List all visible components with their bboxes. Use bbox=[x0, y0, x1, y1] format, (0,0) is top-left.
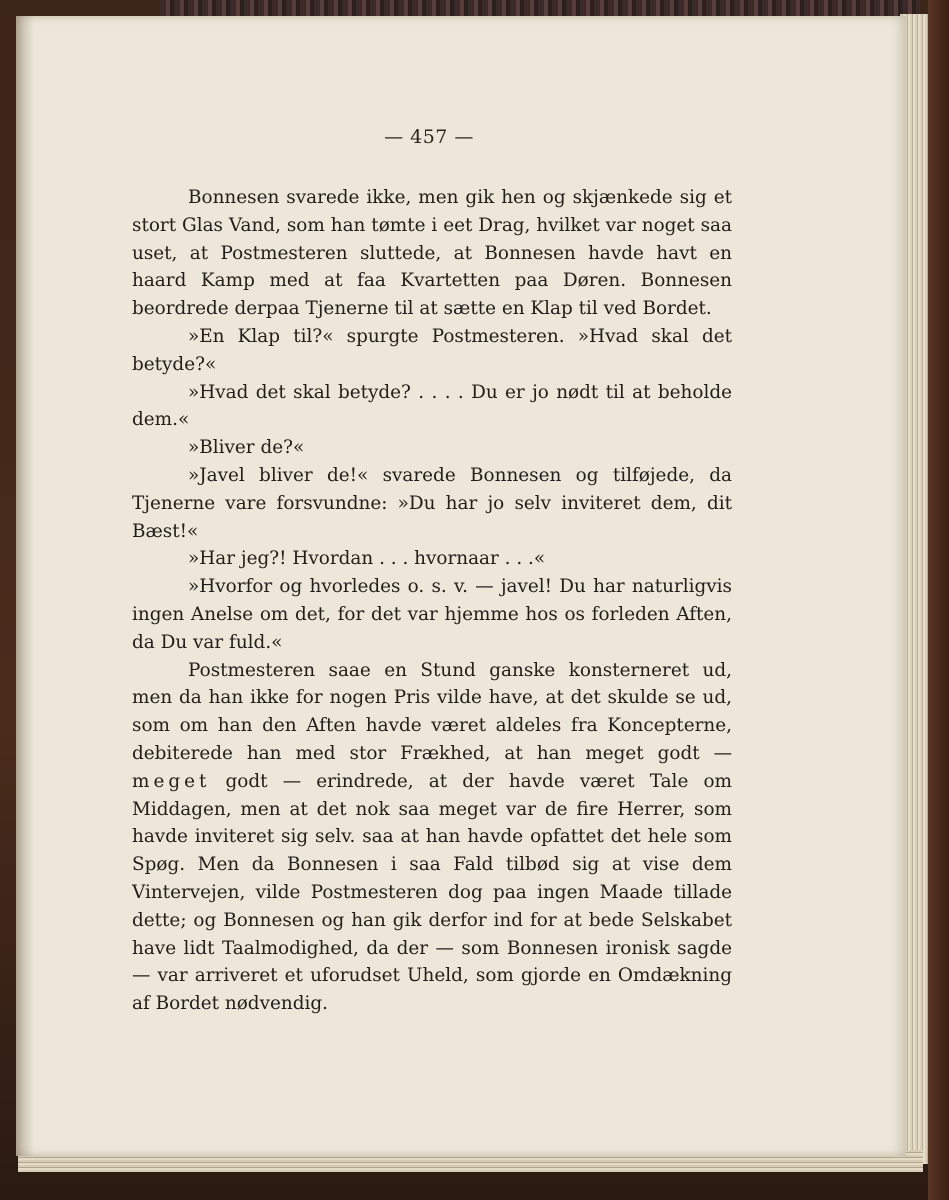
paragraph: »Javel bliver de!« svarede Bonnesen og tilføjede, da Tjenerne vare forsvundne: »Du har jo selv inviteret dem, dit Bæst!« bbox=[132, 464, 732, 542]
paragraph: »Har jeg?! Hvordan . . . hvornaar . . .« bbox=[188, 548, 546, 570]
paragraph: »Hvorfor og hvorledes o. s. v. — javel! Du har naturligvis ingen Anelse om det, for det var hjemme hos os forleden Aften, da Du var fuld.« bbox=[132, 576, 732, 653]
paragraph-final-continuation: godt — erindrede, at der havde været Tale om Middagen, men at det nok saa meget var de fire Herrer, som havde inviteret sig selv. saa at han havde opfattet det hele som Spøg. Men da Bonnesen i saa Fald tilbød sig at vise dem Vintervejen, vilde Postmesteren dog paa ingen Maade tillade dette; og Bonnesen og han gik derfor ind for at bede Selskabet have lidt Taalmodighed, da der — som Bonnesen ironisk sagde — var arriveret et uforudset Uheld, som gjorde en Omdækning af Bordet nødvendig. bbox=[132, 770, 732, 1015]
paragraph: »Hvad det skal betyde? . . . . Du er jo nødt til at beholde dem.« bbox=[132, 381, 732, 431]
paragraph: »En Klap til?« spurgte Postmesteren. »Hvad skal det betyde?« bbox=[132, 325, 732, 375]
cover-right-edge bbox=[928, 0, 949, 1200]
book-page bbox=[16, 16, 906, 1156]
page-number: — 457 — bbox=[384, 126, 474, 148]
cover-top-strip bbox=[160, 0, 920, 16]
gutter-shadow bbox=[16, 16, 34, 1156]
paragraph-final bbox=[132, 657, 732, 1018]
body-text bbox=[132, 184, 732, 1018]
paragraph: »Bliver de?« bbox=[188, 437, 305, 459]
paragraph: Bonnesen svarede ikke, men gik hen og skjænkede sig et stort Glas Vand, som han tømte i eet Drag, hvilket var noget saa uset, at Postmesteren sluttede, at Bonnesen havde havt en haard Kamp med at faa Kvartetten paa Døren. Bonnesen beordrede derpaa Tjenerne til at sætte en Klap til ved Bordet. bbox=[132, 187, 732, 320]
paragraph-final-start: Postmesteren saae en Stund ganske konsterneret ud, men da han ikke for nogen Pris vilde have, at det skulde se ud, som om han den Aften havde været aldeles fra Koncepterne, debiterede han med stor Frækhed, at han meget godt — bbox=[132, 659, 732, 764]
emphasized-word: meget bbox=[132, 770, 211, 792]
